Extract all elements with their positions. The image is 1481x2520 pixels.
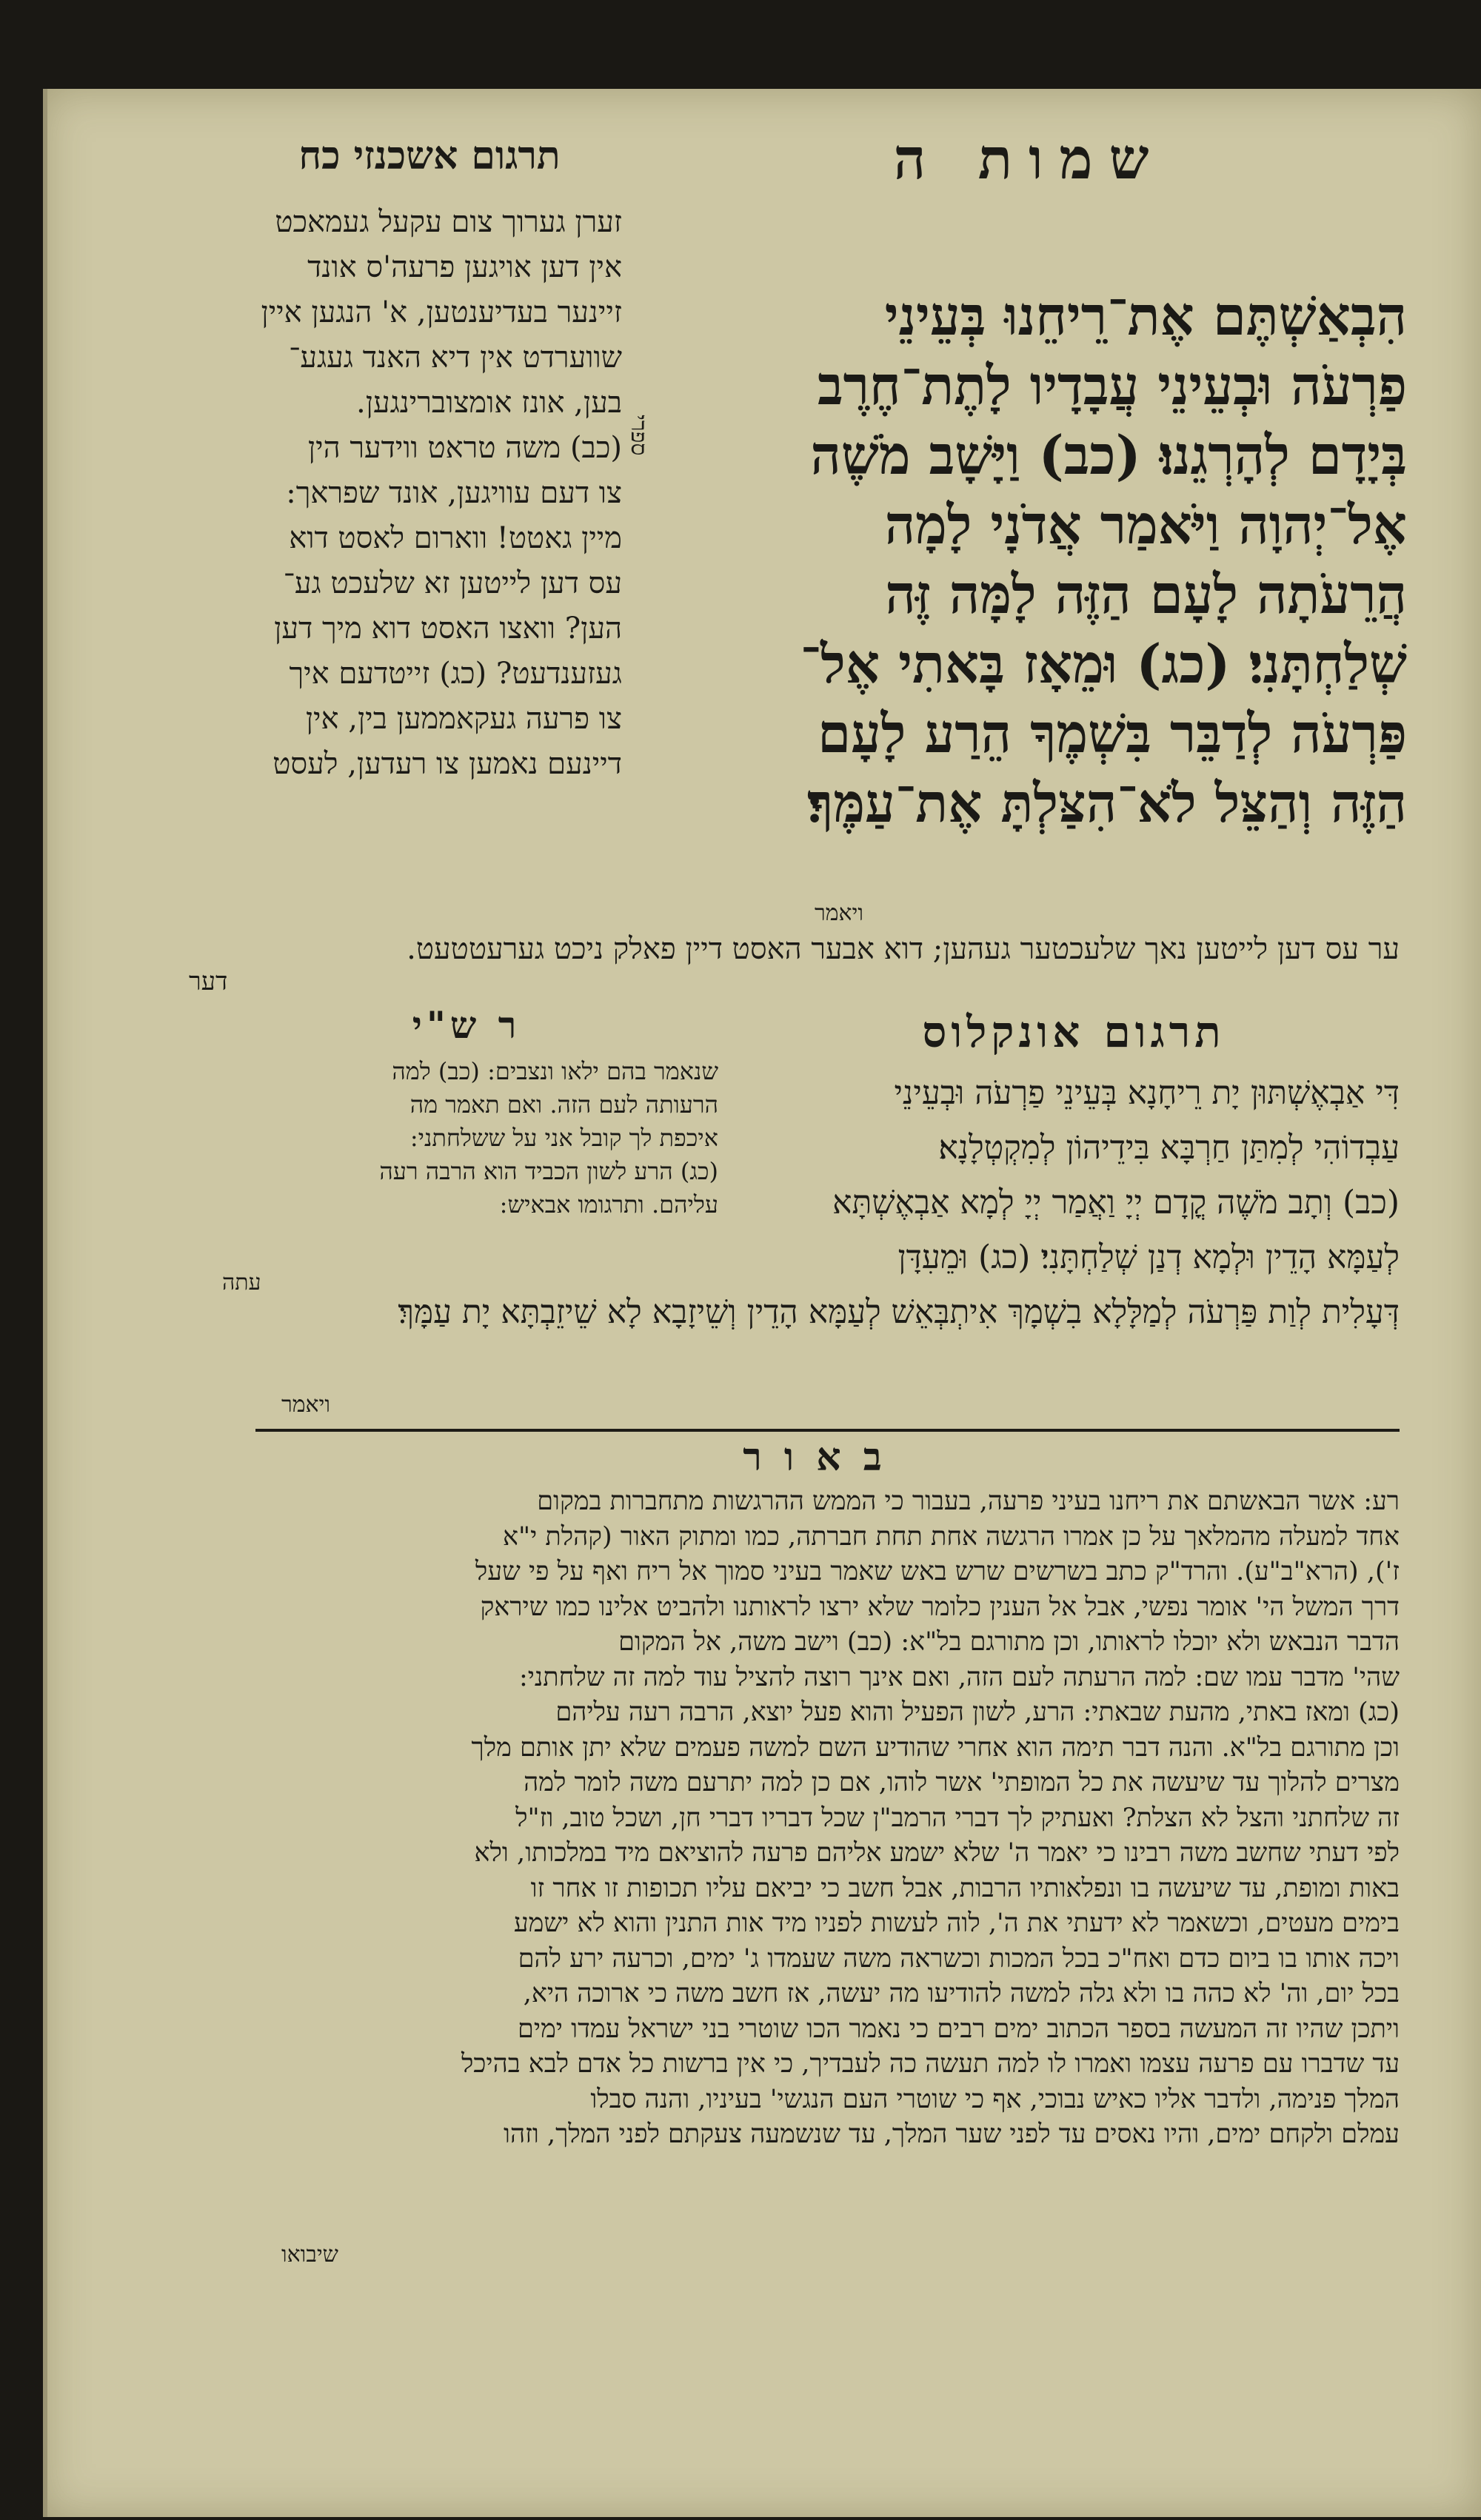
- text-line: איכפת לך קובל אני על ששלחתני:: [409, 1124, 718, 1152]
- page-header-right: שמות ה: [893, 126, 1166, 192]
- onkelos-catchword-top: עתה: [222, 1270, 261, 1296]
- text-line: עליהם. ותרגומו אבאיש:: [499, 1190, 718, 1219]
- text-line: המלך פנימה, ולדבר אליו כאיש נבוכי, אף כי שוטרי העם הנגשי' בעיניו, והנה סבלו: [590, 2084, 1400, 2114]
- text-line: הדבר הנבאש ולא יוכלו לראותו, וכן מתורגם בל"א: (כב) וישב משה, אל המקום: [618, 1627, 1400, 1657]
- text-line: אֶל־יְהוָה וַיֹּאמַר אֲדֹנָי לָמָה: [884, 493, 1407, 556]
- text-line: דְּעָלִית לְוַת פַּרְעֹה לְמַלָּלָא בִשְׁמָךְ אִיתְבְּאֵשׁ לְעַמָּא הָדֵין וְשֵׁיזָבָא לָא שֵׁיזֵבְתָּא יָת עַמָּךְ׃: [398, 1293, 1400, 1331]
- text-line: (כב) וְתָב מֹשֶׁה קֳדָם יְיָ וַאֲמַר יְיָ לְמָא אַבְאֶשְׁתָּא: [832, 1184, 1400, 1222]
- page-header-left: תרגום אשכנזי כח: [298, 133, 561, 178]
- rashi-title: ר ש"י: [412, 1003, 521, 1047]
- text-line: זיינער בעדיענטען, א' הנגען איין: [261, 295, 622, 329]
- text-line: עמלם ולקחם ימים, והיו נאסים עד לפני שער המלך, עד שנשמעה צעקתם לפני המלך, וזהו: [504, 2119, 1400, 2149]
- yiddish-translation-column: [185, 200, 622, 787]
- text-line: צו פרעה געקאממען בין, אין: [305, 702, 622, 736]
- biur-title: ב א ו ר: [743, 1435, 886, 1480]
- text-line: וכן מתורגם בל"א. והנה דבר תימה הוא אחרי שהודיע השם למשה פעמים שלא יתן אותם מלך: [471, 1732, 1400, 1763]
- text-line: מיין גאטט! ווארום לאסט דוא: [289, 521, 622, 555]
- text-line: רע: אשר הבאשתם את ריחנו בעיני פרעה, בעבור כי הממש ההרגשות מתחברות במקום: [537, 1487, 1400, 1516]
- biur-catchword: שיבואו: [281, 2242, 338, 2268]
- text-line: הֲרֵעֹתָה לָעָם הַזֶּה לָמָּה זֶּה: [885, 563, 1407, 626]
- onkelos-catchword: ויאמר: [281, 1392, 331, 1418]
- text-line: אחד למעלה מהמלאך על כן אמרו הרגשה אחת תחת חברתה, כמו ומתוק האור (קהלת י"א: [502, 1521, 1400, 1552]
- text-line: שנאמר בהם ילאו ונצבים: (כב) למה: [392, 1057, 718, 1085]
- text-line: בען, אונז אומצוברינגען.: [356, 386, 622, 420]
- text-line: הען? וואצו האסט דוא מיך דען: [274, 611, 622, 646]
- text-line: שְׁלַחְתָּנִי׃ (כג) וּמֵאָז בָּאתִי אֶל־: [800, 632, 1407, 695]
- text-line: בימים מעטים, וכשאמר לא ידעתי את ה', לוה לעשות לפניו מיד אות התנין והוא לא ישמע: [513, 1909, 1400, 1938]
- onkelos-title: תרגום אונקלוס: [922, 1007, 1226, 1057]
- text-line: (כג) ומאז באתי, מהעת שבאתי: הרע, לשון הפעיל והוא פעל יוצא, הרבה רעה עליהם: [555, 1698, 1400, 1727]
- torah-catchword: ויאמר: [815, 900, 864, 926]
- text-line: באות ומופת, עד שיעשה בו ונפלאותיו הרבות, אבל חשב כי יביאם עליו תכופות זו אחר זו: [530, 1873, 1400, 1903]
- text-line: שווערדט אין דיא האנד געגע־: [289, 341, 622, 375]
- side-note: ספרי: [626, 415, 652, 456]
- biur-commentary: [185, 1484, 1400, 2153]
- text-line: געזענדעט? (כג) זייטדעם איך: [289, 657, 622, 691]
- text-line: דרך המשל הי' אומר נפשי, אבל אל הענין כלומר שלא ירצו לראותנו ולהביט אלינו כמו שיראק: [480, 1592, 1400, 1622]
- torah-text-column: [652, 281, 1407, 838]
- text-line: זה שלחתני והצל לא הצלת? ואעתיק לך דברי הרמב"ן שכל דבריו דברי חן, ושכל טוב, וז"ל: [515, 1803, 1400, 1833]
- text-line: ויתכן שהיו זה המעשה בספר הכתוב ימים רבים כי נאמר הכו שוטרי בני ישראל עמדו ימים: [518, 2014, 1400, 2044]
- text-line: ז'), (הרא"ב"ע). והרד"ק כתב בשרשים שרש באש שאמר בעיני סמוך אל ריח ואף על פי שעל: [475, 1557, 1400, 1586]
- text-line: לְעַמָּא הָדֵין וּלְמָא דְנַן שְׁלַחְתָּנִי׃ (כג) וּמֵעִדָּן: [897, 1239, 1400, 1276]
- yiddish-catchword: דער: [189, 967, 228, 996]
- text-line: זערן גערוך צום עקעל געמאכט: [275, 205, 622, 239]
- rashi-column: [200, 1055, 718, 1222]
- text-line: עס דען לייטען זא שלעכט גע־: [283, 566, 622, 600]
- text-line: לפי דעתי שחשב משה רבינו כי יאמר ה' שלא ישמע אליהם פרעה להוציאם מיד במלכותו, ולא: [474, 1838, 1400, 1868]
- text-line: הִבְאַשְׁתֶּם אֶת־רֵיחֵנוּ בְּעֵינֵי: [884, 284, 1407, 347]
- text-line: מצרים להלוך עד שיעשה את כל המופתי' אשר לוהו, אם כן למה יתרעם משה לומר למה: [524, 1768, 1400, 1797]
- section-divider: [255, 1429, 1400, 1432]
- text-line: צו דעם עוויגען, אונד שפראך:: [286, 476, 622, 510]
- text-line: הרעותה לעם הזה. ואם תאמר מה: [409, 1090, 718, 1119]
- yiddish-full-line: ער עס דען לייטען נאך שלעכטער געהען; דוא אבער האסט דיין פאלק ניכט גערעטטעט.: [407, 932, 1400, 966]
- text-line: עַבְדוֹהִי לְמִתַּן חַרְבָּא בִּידֵיהוֹן לְמִקְטְלָנָא׃: [938, 1129, 1400, 1167]
- text-line: בְּיָדָם לְהָרְגֵנוּ׃ (כב) וַיָּשָׁב מֹשֶׁה: [810, 423, 1407, 486]
- text-line: עד שדברו עם פרעה עצמו ואמרו לו למה תעשה כה לעבדיך, כי אין ברשות כל אדם לבא בהיכל: [461, 2049, 1400, 2079]
- text-line: אין דען אויגען פרעה'ס אונד: [307, 250, 622, 284]
- text-line: (כב) משה טראט ווידער הין: [307, 431, 622, 465]
- text-line: דִּי אַבְאֶשְׁתּוּן יָת רֵיחָנָא בְּעֵינֵי פַרְעֹה וּבְעֵינֵי: [894, 1074, 1400, 1112]
- text-line: בכל יום, וה' לא כהה בו ולא גלה למשה להודיעו מה יעשה, אז חשב משה כי ארוכה היא,: [523, 1979, 1400, 2008]
- text-line: דיינעם נאמען צו רעדען, לעסט: [273, 747, 622, 781]
- text-line: הַזֶּה וְהַצֵּל לֹא־הִצַּלְתָּ אֶת־עַמֶּךָ׃: [806, 771, 1407, 834]
- text-line: (כג) הרע לשון הכביד הוא הרבה רעה: [379, 1157, 718, 1185]
- text-line: פַרְעֹה וּבְעֵינֵי עֲבָדָיו לָתֶת־חֶרֶב: [817, 354, 1407, 417]
- text-line: שהי' מדבר עמו שם: למה הרעתה לעם הזה, ואם אינך רוצה להציל עוד למה זה שלחתני:: [518, 1662, 1400, 1692]
- text-line: פַּרְעֹה לְדַבֵּר בִּשְׁמֶךָ הֵרַע לָעָם: [818, 702, 1407, 765]
- text-line: ויכה אותו בו ביום כדם ואח"כ בכל המכות וכשראה משה שעמדו ג' ימים, וכרעה ירע להם: [518, 1943, 1400, 1974]
